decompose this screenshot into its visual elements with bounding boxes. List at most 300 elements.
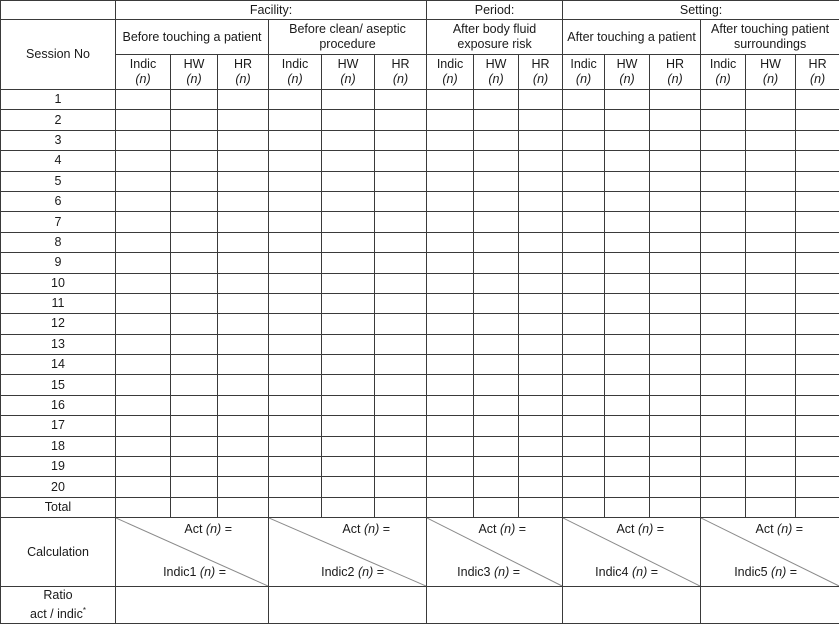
- entry-cell[interactable]: [218, 171, 269, 191]
- entry-cell[interactable]: [427, 355, 474, 375]
- entry-cell[interactable]: [796, 375, 839, 395]
- entry-cell[interactable]: [375, 212, 427, 232]
- entry-cell[interactable]: [474, 334, 519, 354]
- entry-cell[interactable]: [474, 90, 519, 110]
- entry-cell[interactable]: [322, 232, 375, 252]
- entry-cell[interactable]: [796, 416, 839, 436]
- entry-cell[interactable]: [563, 375, 605, 395]
- entry-cell[interactable]: [116, 212, 171, 232]
- entry-cell[interactable]: [427, 436, 474, 456]
- entry-cell[interactable]: [116, 110, 171, 130]
- entry-cell[interactable]: [701, 334, 746, 354]
- entry-cell[interactable]: [427, 334, 474, 354]
- entry-cell[interactable]: [116, 151, 171, 171]
- entry-cell[interactable]: [605, 293, 650, 313]
- entry-cell[interactable]: [269, 130, 322, 150]
- entry-cell[interactable]: [796, 171, 839, 191]
- entry-cell[interactable]: [269, 212, 322, 232]
- entry-cell[interactable]: [116, 273, 171, 293]
- entry-cell[interactable]: [474, 375, 519, 395]
- entry-cell[interactable]: [171, 314, 218, 334]
- entry-cell[interactable]: [650, 90, 701, 110]
- entry-cell[interactable]: [474, 151, 519, 171]
- entry-cell[interactable]: [171, 436, 218, 456]
- entry-cell[interactable]: [519, 171, 563, 191]
- entry-cell[interactable]: [427, 171, 474, 191]
- entry-cell[interactable]: [650, 171, 701, 191]
- ratio-cell-2[interactable]: [269, 587, 427, 624]
- entry-cell[interactable]: [746, 355, 796, 375]
- entry-cell[interactable]: [269, 253, 322, 273]
- total-cell[interactable]: [171, 497, 218, 517]
- entry-cell[interactable]: [650, 130, 701, 150]
- entry-cell[interactable]: [269, 395, 322, 415]
- entry-cell[interactable]: [116, 395, 171, 415]
- setting-field[interactable]: [563, 1, 839, 20]
- entry-cell[interactable]: [427, 477, 474, 497]
- entry-cell[interactable]: [116, 375, 171, 395]
- entry-cell[interactable]: [796, 457, 839, 477]
- entry-cell[interactable]: [218, 212, 269, 232]
- entry-cell[interactable]: [701, 151, 746, 171]
- entry-cell[interactable]: [605, 212, 650, 232]
- entry-cell[interactable]: [519, 110, 563, 130]
- entry-cell[interactable]: [701, 293, 746, 313]
- entry-cell[interactable]: [474, 212, 519, 232]
- entry-cell[interactable]: [746, 334, 796, 354]
- entry-cell[interactable]: [563, 416, 605, 436]
- entry-cell[interactable]: [116, 130, 171, 150]
- entry-cell[interactable]: [427, 130, 474, 150]
- entry-cell[interactable]: [116, 457, 171, 477]
- entry-cell[interactable]: [218, 436, 269, 456]
- entry-cell[interactable]: [116, 334, 171, 354]
- entry-cell[interactable]: [322, 273, 375, 293]
- entry-cell[interactable]: [218, 191, 269, 211]
- entry-cell[interactable]: [375, 232, 427, 252]
- entry-cell[interactable]: [171, 395, 218, 415]
- entry-cell[interactable]: [796, 395, 839, 415]
- entry-cell[interactable]: [650, 212, 701, 232]
- total-cell[interactable]: [375, 497, 427, 517]
- entry-cell[interactable]: [474, 416, 519, 436]
- entry-cell[interactable]: [375, 314, 427, 334]
- entry-cell[interactable]: [322, 110, 375, 130]
- entry-cell[interactable]: [605, 253, 650, 273]
- entry-cell[interactable]: [171, 171, 218, 191]
- entry-cell[interactable]: [218, 253, 269, 273]
- entry-cell[interactable]: [605, 171, 650, 191]
- entry-cell[interactable]: [322, 436, 375, 456]
- entry-cell[interactable]: [269, 457, 322, 477]
- total-cell[interactable]: [650, 497, 701, 517]
- entry-cell[interactable]: [171, 375, 218, 395]
- entry-cell[interactable]: [605, 232, 650, 252]
- total-cell[interactable]: [605, 497, 650, 517]
- entry-cell[interactable]: [427, 110, 474, 130]
- entry-cell[interactable]: [375, 130, 427, 150]
- entry-cell[interactable]: [427, 191, 474, 211]
- entry-cell[interactable]: [746, 253, 796, 273]
- entry-cell[interactable]: [218, 293, 269, 313]
- entry-cell[interactable]: [375, 90, 427, 110]
- entry-cell[interactable]: [796, 232, 839, 252]
- entry-cell[interactable]: [269, 436, 322, 456]
- calculation-cell-4[interactable]: [563, 518, 701, 587]
- entry-cell[interactable]: [116, 253, 171, 273]
- entry-cell[interactable]: [171, 151, 218, 171]
- facility-field[interactable]: [116, 1, 427, 20]
- total-cell[interactable]: [519, 497, 563, 517]
- entry-cell[interactable]: [650, 334, 701, 354]
- entry-cell[interactable]: [427, 293, 474, 313]
- entry-cell[interactable]: [375, 273, 427, 293]
- calculation-cell-1[interactable]: [116, 518, 269, 587]
- entry-cell[interactable]: [269, 171, 322, 191]
- entry-cell[interactable]: [171, 90, 218, 110]
- entry-cell[interactable]: [322, 416, 375, 436]
- entry-cell[interactable]: [375, 171, 427, 191]
- entry-cell[interactable]: [269, 232, 322, 252]
- entry-cell[interactable]: [427, 232, 474, 252]
- entry-cell[interactable]: [701, 191, 746, 211]
- entry-cell[interactable]: [605, 395, 650, 415]
- entry-cell[interactable]: [116, 355, 171, 375]
- entry-cell[interactable]: [746, 314, 796, 334]
- entry-cell[interactable]: [701, 110, 746, 130]
- entry-cell[interactable]: [796, 293, 839, 313]
- entry-cell[interactable]: [427, 253, 474, 273]
- entry-cell[interactable]: [605, 416, 650, 436]
- entry-cell[interactable]: [746, 171, 796, 191]
- entry-cell[interactable]: [563, 212, 605, 232]
- entry-cell[interactable]: [171, 355, 218, 375]
- entry-cell[interactable]: [701, 212, 746, 232]
- entry-cell[interactable]: [746, 232, 796, 252]
- entry-cell[interactable]: [563, 90, 605, 110]
- entry-cell[interactable]: [605, 457, 650, 477]
- entry-cell[interactable]: [218, 110, 269, 130]
- entry-cell[interactable]: [563, 273, 605, 293]
- entry-cell[interactable]: [605, 90, 650, 110]
- entry-cell[interactable]: [375, 436, 427, 456]
- entry-cell[interactable]: [218, 334, 269, 354]
- entry-cell[interactable]: [474, 110, 519, 130]
- entry-cell[interactable]: [519, 191, 563, 211]
- entry-cell[interactable]: [171, 110, 218, 130]
- entry-cell[interactable]: [171, 130, 218, 150]
- total-cell[interactable]: [746, 497, 796, 517]
- entry-cell[interactable]: [375, 151, 427, 171]
- entry-cell[interactable]: [322, 457, 375, 477]
- entry-cell[interactable]: [605, 151, 650, 171]
- entry-cell[interactable]: [322, 477, 375, 497]
- ratio-cell-4[interactable]: [563, 587, 701, 624]
- entry-cell[interactable]: [650, 232, 701, 252]
- entry-cell[interactable]: [269, 273, 322, 293]
- entry-cell[interactable]: [171, 416, 218, 436]
- entry-cell[interactable]: [701, 436, 746, 456]
- entry-cell[interactable]: [650, 355, 701, 375]
- entry-cell[interactable]: [701, 90, 746, 110]
- entry-cell[interactable]: [701, 273, 746, 293]
- entry-cell[interactable]: [322, 293, 375, 313]
- total-cell[interactable]: [322, 497, 375, 517]
- entry-cell[interactable]: [427, 375, 474, 395]
- entry-cell[interactable]: [563, 334, 605, 354]
- entry-cell[interactable]: [375, 395, 427, 415]
- entry-cell[interactable]: [427, 395, 474, 415]
- entry-cell[interactable]: [322, 395, 375, 415]
- entry-cell[interactable]: [605, 375, 650, 395]
- entry-cell[interactable]: [519, 151, 563, 171]
- entry-cell[interactable]: [218, 232, 269, 252]
- entry-cell[interactable]: [269, 191, 322, 211]
- entry-cell[interactable]: [796, 436, 839, 456]
- entry-cell[interactable]: [474, 477, 519, 497]
- entry-cell[interactable]: [474, 314, 519, 334]
- entry-cell[interactable]: [171, 273, 218, 293]
- entry-cell[interactable]: [322, 253, 375, 273]
- entry-cell[interactable]: [171, 253, 218, 273]
- entry-cell[interactable]: [116, 293, 171, 313]
- ratio-cell-3[interactable]: [427, 587, 563, 624]
- entry-cell[interactable]: [474, 457, 519, 477]
- entry-cell[interactable]: [605, 477, 650, 497]
- entry-cell[interactable]: [375, 355, 427, 375]
- entry-cell[interactable]: [269, 355, 322, 375]
- entry-cell[interactable]: [605, 314, 650, 334]
- entry-cell[interactable]: [474, 436, 519, 456]
- entry-cell[interactable]: [474, 130, 519, 150]
- ratio-cell-1[interactable]: [116, 587, 269, 624]
- entry-cell[interactable]: [563, 151, 605, 171]
- entry-cell[interactable]: [116, 436, 171, 456]
- entry-cell[interactable]: [519, 253, 563, 273]
- entry-cell[interactable]: [563, 355, 605, 375]
- entry-cell[interactable]: [171, 334, 218, 354]
- entry-cell[interactable]: [375, 293, 427, 313]
- total-cell[interactable]: [269, 497, 322, 517]
- entry-cell[interactable]: [519, 457, 563, 477]
- ratio-cell-5[interactable]: [701, 587, 839, 624]
- entry-cell[interactable]: [218, 457, 269, 477]
- entry-cell[interactable]: [171, 293, 218, 313]
- total-cell[interactable]: [563, 497, 605, 517]
- entry-cell[interactable]: [171, 191, 218, 211]
- entry-cell[interactable]: [519, 273, 563, 293]
- entry-cell[interactable]: [701, 130, 746, 150]
- entry-cell[interactable]: [427, 314, 474, 334]
- entry-cell[interactable]: [322, 171, 375, 191]
- entry-cell[interactable]: [218, 416, 269, 436]
- calculation-cell-3[interactable]: [427, 518, 563, 587]
- entry-cell[interactable]: [116, 90, 171, 110]
- entry-cell[interactable]: [116, 314, 171, 334]
- entry-cell[interactable]: [375, 253, 427, 273]
- entry-cell[interactable]: [427, 151, 474, 171]
- entry-cell[interactable]: [701, 477, 746, 497]
- entry-cell[interactable]: [796, 212, 839, 232]
- entry-cell[interactable]: [796, 477, 839, 497]
- entry-cell[interactable]: [746, 293, 796, 313]
- entry-cell[interactable]: [269, 314, 322, 334]
- entry-cell[interactable]: [746, 90, 796, 110]
- entry-cell[interactable]: [269, 110, 322, 130]
- entry-cell[interactable]: [171, 212, 218, 232]
- entry-cell[interactable]: [269, 151, 322, 171]
- entry-cell[interactable]: [563, 110, 605, 130]
- entry-cell[interactable]: [519, 355, 563, 375]
- entry-cell[interactable]: [746, 130, 796, 150]
- total-cell[interactable]: [796, 497, 839, 517]
- entry-cell[interactable]: [746, 477, 796, 497]
- entry-cell[interactable]: [427, 273, 474, 293]
- entry-cell[interactable]: [746, 436, 796, 456]
- entry-cell[interactable]: [375, 334, 427, 354]
- entry-cell[interactable]: [474, 171, 519, 191]
- entry-cell[interactable]: [171, 457, 218, 477]
- entry-cell[interactable]: [605, 191, 650, 211]
- entry-cell[interactable]: [375, 457, 427, 477]
- entry-cell[interactable]: [650, 151, 701, 171]
- entry-cell[interactable]: [519, 212, 563, 232]
- entry-cell[interactable]: [563, 436, 605, 456]
- entry-cell[interactable]: [171, 477, 218, 497]
- entry-cell[interactable]: [796, 273, 839, 293]
- entry-cell[interactable]: [701, 314, 746, 334]
- entry-cell[interactable]: [474, 355, 519, 375]
- entry-cell[interactable]: [427, 416, 474, 436]
- entry-cell[interactable]: [269, 334, 322, 354]
- entry-cell[interactable]: [218, 90, 269, 110]
- entry-cell[interactable]: [563, 314, 605, 334]
- entry-cell[interactable]: [563, 395, 605, 415]
- entry-cell[interactable]: [796, 110, 839, 130]
- entry-cell[interactable]: [427, 90, 474, 110]
- entry-cell[interactable]: [375, 416, 427, 436]
- entry-cell[interactable]: [650, 416, 701, 436]
- entry-cell[interactable]: [519, 90, 563, 110]
- entry-cell[interactable]: [746, 110, 796, 130]
- entry-cell[interactable]: [605, 130, 650, 150]
- entry-cell[interactable]: [796, 191, 839, 211]
- entry-cell[interactable]: [746, 375, 796, 395]
- entry-cell[interactable]: [427, 212, 474, 232]
- entry-cell[interactable]: [746, 212, 796, 232]
- entry-cell[interactable]: [746, 457, 796, 477]
- entry-cell[interactable]: [116, 232, 171, 252]
- entry-cell[interactable]: [701, 253, 746, 273]
- entry-cell[interactable]: [796, 130, 839, 150]
- entry-cell[interactable]: [269, 293, 322, 313]
- entry-cell[interactable]: [701, 171, 746, 191]
- entry-cell[interactable]: [519, 232, 563, 252]
- entry-cell[interactable]: [116, 191, 171, 211]
- entry-cell[interactable]: [519, 477, 563, 497]
- entry-cell[interactable]: [746, 416, 796, 436]
- entry-cell[interactable]: [563, 293, 605, 313]
- entry-cell[interactable]: [519, 416, 563, 436]
- total-cell[interactable]: [427, 497, 474, 517]
- entry-cell[interactable]: [269, 416, 322, 436]
- entry-cell[interactable]: [375, 375, 427, 395]
- entry-cell[interactable]: [116, 416, 171, 436]
- entry-cell[interactable]: [375, 477, 427, 497]
- entry-cell[interactable]: [218, 273, 269, 293]
- entry-cell[interactable]: [563, 232, 605, 252]
- entry-cell[interactable]: [563, 253, 605, 273]
- entry-cell[interactable]: [563, 130, 605, 150]
- entry-cell[interactable]: [563, 457, 605, 477]
- entry-cell[interactable]: [519, 130, 563, 150]
- entry-cell[interactable]: [796, 151, 839, 171]
- entry-cell[interactable]: [375, 110, 427, 130]
- entry-cell[interactable]: [218, 375, 269, 395]
- entry-cell[interactable]: [796, 334, 839, 354]
- entry-cell[interactable]: [474, 395, 519, 415]
- entry-cell[interactable]: [796, 253, 839, 273]
- entry-cell[interactable]: [563, 477, 605, 497]
- entry-cell[interactable]: [650, 293, 701, 313]
- entry-cell[interactable]: [519, 334, 563, 354]
- entry-cell[interactable]: [218, 151, 269, 171]
- total-cell[interactable]: [474, 497, 519, 517]
- entry-cell[interactable]: [218, 477, 269, 497]
- entry-cell[interactable]: [746, 151, 796, 171]
- entry-cell[interactable]: [701, 416, 746, 436]
- entry-cell[interactable]: [605, 355, 650, 375]
- calculation-cell-5[interactable]: [701, 518, 839, 587]
- entry-cell[interactable]: [218, 130, 269, 150]
- entry-cell[interactable]: [519, 395, 563, 415]
- entry-cell[interactable]: [269, 477, 322, 497]
- entry-cell[interactable]: [746, 191, 796, 211]
- entry-cell[interactable]: [218, 314, 269, 334]
- entry-cell[interactable]: [269, 90, 322, 110]
- entry-cell[interactable]: [605, 110, 650, 130]
- entry-cell[interactable]: [796, 314, 839, 334]
- entry-cell[interactable]: [650, 477, 701, 497]
- entry-cell[interactable]: [650, 191, 701, 211]
- entry-cell[interactable]: [474, 232, 519, 252]
- entry-cell[interactable]: [650, 395, 701, 415]
- entry-cell[interactable]: [322, 355, 375, 375]
- entry-cell[interactable]: [474, 293, 519, 313]
- entry-cell[interactable]: [605, 436, 650, 456]
- entry-cell[interactable]: [701, 395, 746, 415]
- entry-cell[interactable]: [269, 375, 322, 395]
- entry-cell[interactable]: [746, 273, 796, 293]
- entry-cell[interactable]: [519, 314, 563, 334]
- calculation-cell-2[interactable]: [269, 518, 427, 587]
- entry-cell[interactable]: [650, 457, 701, 477]
- entry-cell[interactable]: [563, 171, 605, 191]
- entry-cell[interactable]: [474, 191, 519, 211]
- entry-cell[interactable]: [796, 90, 839, 110]
- total-cell[interactable]: [218, 497, 269, 517]
- entry-cell[interactable]: [650, 314, 701, 334]
- entry-cell[interactable]: [171, 232, 218, 252]
- entry-cell[interactable]: [701, 355, 746, 375]
- period-field[interactable]: [427, 1, 563, 20]
- entry-cell[interactable]: [375, 191, 427, 211]
- total-cell[interactable]: [116, 497, 171, 517]
- entry-cell[interactable]: [650, 436, 701, 456]
- entry-cell[interactable]: [322, 130, 375, 150]
- entry-cell[interactable]: [218, 355, 269, 375]
- entry-cell[interactable]: [116, 171, 171, 191]
